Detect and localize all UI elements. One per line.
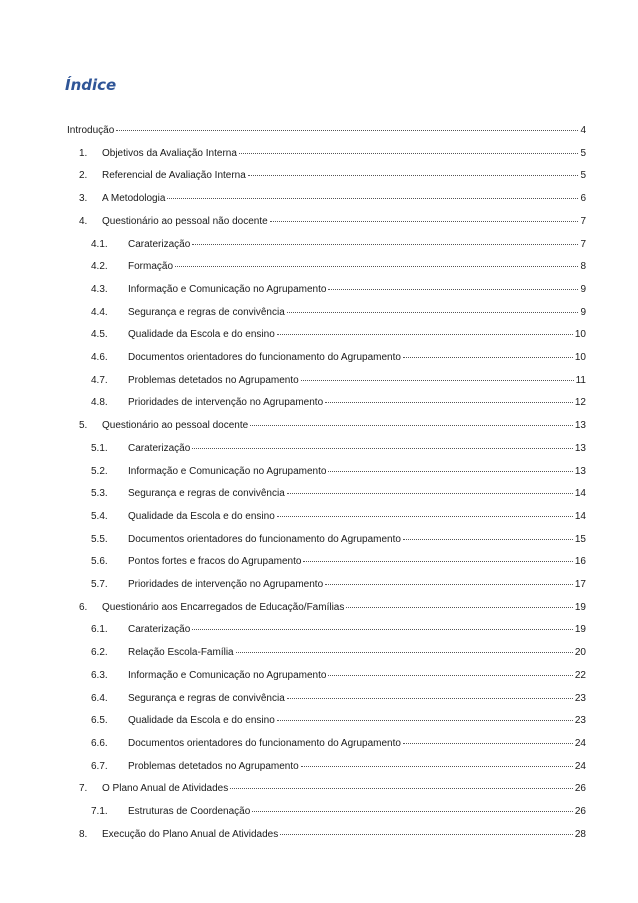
toc-entry-number: 1. bbox=[79, 147, 88, 159]
toc-entry[interactable] bbox=[91, 307, 586, 323]
toc-dot-leader bbox=[287, 492, 573, 494]
toc-entry-page-number: 5 bbox=[580, 170, 586, 182]
toc-entry[interactable] bbox=[91, 670, 586, 686]
toc-entry-title: Informação e Comunicação no Agrupamento bbox=[128, 465, 327, 477]
toc-entry-title: Referencial de Avaliação Interna bbox=[102, 170, 246, 182]
toc-dot-leader bbox=[167, 197, 578, 199]
toc-dot-leader bbox=[325, 401, 573, 403]
toc-entry-title: Prioridades de intervenção no Agrupamento bbox=[128, 397, 324, 409]
toc-dot-leader bbox=[248, 174, 579, 176]
toc-entry-number: 4.3. bbox=[91, 283, 108, 295]
toc-entry-page-number: 19 bbox=[574, 624, 586, 636]
toc-entry[interactable] bbox=[79, 783, 586, 799]
toc-dot-leader bbox=[270, 220, 579, 222]
toc-entry[interactable] bbox=[91, 511, 586, 527]
toc-entry-number: 4.5. bbox=[91, 329, 108, 341]
toc-entry[interactable] bbox=[91, 352, 586, 368]
toc-entry-number: 5.5. bbox=[91, 533, 108, 545]
toc-dot-leader bbox=[328, 470, 572, 472]
toc-entry[interactable] bbox=[91, 534, 586, 550]
toc-entry[interactable] bbox=[79, 216, 586, 232]
toc-entry-page-number: 7 bbox=[580, 215, 586, 227]
toc-entry-title: Caraterização bbox=[128, 624, 191, 636]
toc-entry-title: Prioridades de intervenção no Agrupamento bbox=[128, 579, 324, 590]
toc-dot-leader bbox=[328, 674, 572, 676]
toc-entry-page-number: 13 bbox=[574, 442, 586, 454]
toc-entry-title: Segurança e regras de convivência bbox=[128, 488, 285, 500]
toc-dot-leader bbox=[403, 742, 573, 744]
toc-entry[interactable] bbox=[91, 693, 586, 709]
toc-entry[interactable] bbox=[91, 624, 586, 640]
toc-entry-page-number: 22 bbox=[574, 669, 586, 681]
toc-entry-page-number: 16 bbox=[574, 556, 586, 568]
toc-entry-page-number: 4 bbox=[580, 125, 586, 136]
toc-entry-number: 2. bbox=[79, 170, 88, 182]
toc-dot-leader bbox=[403, 356, 573, 358]
toc-entry-title: Documentos orientadores do funcionamento do Agrupamento bbox=[128, 737, 401, 749]
toc-dot-leader bbox=[250, 424, 573, 426]
toc-dot-leader bbox=[303, 560, 572, 562]
toc-dot-leader bbox=[252, 810, 573, 812]
toc-entry-page-number: 17 bbox=[574, 579, 586, 590]
toc-entry-number: 5.7. bbox=[91, 579, 108, 590]
toc-entry-page-number: 13 bbox=[574, 420, 586, 432]
toc-entry[interactable] bbox=[91, 397, 586, 413]
toc-entry-page-number: 13 bbox=[574, 465, 586, 477]
toc-entry-title: Informação e Comunicação no Agrupamento bbox=[128, 283, 327, 295]
toc-entry-page-number: 7 bbox=[580, 238, 586, 250]
toc-entry-title: O Plano Anual de Atividades bbox=[102, 783, 229, 795]
toc-entry-page-number: 10 bbox=[574, 329, 586, 341]
toc-entry-title: Questionário ao pessoal docente bbox=[102, 420, 249, 432]
toc-entry[interactable] bbox=[79, 602, 586, 618]
toc-entry-title: Documentos orientadores do funcionamento do Agrupamento bbox=[128, 352, 401, 363]
toc-dot-leader bbox=[236, 651, 573, 653]
toc-entry-number: 4.8. bbox=[91, 397, 108, 409]
toc-dot-leader bbox=[192, 447, 573, 449]
toc-entry-page-number: 9 bbox=[580, 283, 586, 295]
toc-entry[interactable] bbox=[91, 375, 586, 391]
toc-entry[interactable] bbox=[67, 125, 586, 141]
toc-entry-number: 6.7. bbox=[91, 760, 108, 772]
toc-dot-leader bbox=[328, 288, 578, 290]
toc-entry-title: Qualidade da Escola e do ensino bbox=[128, 715, 275, 727]
toc-entry-number: 6.4. bbox=[91, 692, 108, 704]
toc-entry-title: Questionário ao pessoal não docente bbox=[102, 215, 268, 227]
toc-entry-page-number: 5 bbox=[580, 147, 586, 159]
toc-entry-page-number: 11 bbox=[575, 374, 586, 386]
toc-dot-leader bbox=[277, 719, 573, 721]
page-title: Índice bbox=[65, 76, 117, 94]
toc-entry-number: 4.1. bbox=[91, 238, 108, 250]
toc-entry-number: 7.1. bbox=[91, 806, 108, 817]
toc-entry[interactable] bbox=[91, 761, 586, 777]
toc-entry-page-number: 23 bbox=[574, 715, 586, 727]
toc-entry-number: 3. bbox=[79, 193, 88, 205]
toc-entry-number: 6.5. bbox=[91, 715, 108, 727]
toc-dot-leader bbox=[230, 787, 573, 789]
toc-dot-leader bbox=[192, 628, 573, 630]
toc-entry-page-number: 24 bbox=[574, 760, 586, 772]
toc-entry-page-number: 14 bbox=[574, 488, 586, 500]
toc-entry-number: 4. bbox=[79, 215, 88, 227]
toc-entry-title: Execução do Plano Anual de Atividades bbox=[102, 828, 279, 840]
toc-entry-number: 7. bbox=[79, 783, 88, 795]
toc-entry-page-number: 19 bbox=[574, 601, 586, 613]
toc-entry[interactable] bbox=[91, 715, 586, 731]
toc-entry-title: Qualidade da Escola e do ensino bbox=[128, 329, 275, 341]
toc-entry-number: 5.4. bbox=[91, 510, 108, 522]
toc-entry-page-number: 14 bbox=[574, 510, 586, 522]
toc-entry-page-number: 28 bbox=[574, 828, 586, 840]
toc-entry[interactable] bbox=[91, 239, 586, 255]
toc-entry[interactable] bbox=[91, 443, 586, 459]
toc-dot-leader bbox=[403, 538, 573, 540]
toc-dot-leader bbox=[116, 129, 578, 131]
toc-entry-number: 4.2. bbox=[91, 261, 108, 273]
toc-entry-page-number: 12 bbox=[574, 397, 586, 409]
toc-entry-number: 5.3. bbox=[91, 488, 108, 500]
toc-entry-page-number: 6 bbox=[580, 193, 586, 205]
toc-entry-number: 8. bbox=[79, 828, 88, 840]
toc-entry-page-number: 24 bbox=[574, 737, 586, 749]
toc-entry-number: 4.6. bbox=[91, 352, 108, 363]
toc-entry[interactable] bbox=[79, 829, 586, 845]
toc-entry[interactable] bbox=[91, 329, 586, 345]
toc-entry-title: Documentos orientadores do funcionamento do Agrupamento bbox=[128, 533, 401, 545]
toc-entry-number: 6.3. bbox=[91, 669, 108, 681]
toc-entry-title: Questionário aos Encarregados de Educação/Famílias bbox=[102, 601, 345, 613]
toc-dot-leader bbox=[287, 697, 573, 699]
toc-entry-number: 5. bbox=[79, 420, 88, 432]
toc-entry-page-number: 8 bbox=[580, 261, 586, 273]
toc-entry[interactable] bbox=[79, 170, 586, 186]
toc-entry-title: Pontos fortes e fracos do Agrupamento bbox=[128, 556, 302, 568]
toc-entry-title: Caraterização bbox=[128, 238, 191, 250]
toc-dot-leader bbox=[287, 311, 579, 313]
toc-entry[interactable] bbox=[91, 738, 586, 754]
toc-entry-title: Informação e Comunicação no Agrupamento bbox=[128, 669, 327, 681]
toc-entry[interactable] bbox=[79, 193, 586, 209]
toc-entry[interactable] bbox=[79, 148, 586, 164]
toc-dot-leader bbox=[239, 152, 579, 154]
toc-entry[interactable] bbox=[91, 261, 586, 277]
toc-entry-page-number: 23 bbox=[574, 692, 586, 704]
toc-entry-number: 5.1. bbox=[91, 442, 108, 454]
toc-entry[interactable] bbox=[91, 284, 586, 300]
toc-entry-title: Segurança e regras de convivência bbox=[128, 306, 285, 318]
toc-entry-number: 6.6. bbox=[91, 737, 108, 749]
toc-entry-page-number: 20 bbox=[574, 647, 586, 659]
toc-entry-page-number: 26 bbox=[574, 783, 586, 795]
toc-entry[interactable] bbox=[91, 466, 586, 482]
toc-entry-title: Qualidade da Escola e do ensino bbox=[128, 510, 275, 522]
toc-entry-title: Caraterização bbox=[128, 442, 191, 454]
toc-entry-title: Problemas detetados no Agrupamento bbox=[128, 374, 299, 386]
toc-dot-leader bbox=[280, 833, 573, 835]
toc-entry[interactable] bbox=[91, 647, 586, 663]
toc-entry-title: Introdução bbox=[67, 125, 115, 136]
toc-dot-leader bbox=[192, 243, 578, 245]
toc-dot-leader bbox=[175, 265, 578, 267]
toc-entry[interactable] bbox=[91, 579, 586, 595]
toc-dot-leader bbox=[325, 583, 573, 585]
toc-entry[interactable] bbox=[91, 806, 586, 822]
toc-entry-title: Relação Escola-Família bbox=[128, 647, 234, 659]
toc-entry[interactable] bbox=[91, 556, 586, 572]
toc-entry-number: 6. bbox=[79, 601, 88, 613]
toc-entry-title: Objetivos da Avaliação Interna bbox=[102, 147, 237, 159]
toc-dot-leader bbox=[346, 606, 573, 608]
toc-entry-number: 5.6. bbox=[91, 556, 108, 568]
toc-dot-leader bbox=[301, 765, 573, 767]
toc-entry-page-number: 9 bbox=[580, 306, 586, 318]
toc-entry-number: 4.7. bbox=[91, 374, 108, 386]
toc-entry-number: 6.1. bbox=[91, 624, 108, 636]
toc-entry[interactable] bbox=[91, 488, 586, 504]
toc-entry-title: Segurança e regras de convivência bbox=[128, 692, 285, 704]
toc-dot-leader bbox=[277, 515, 573, 517]
toc-entry-title: Estruturas de Coordenação bbox=[128, 806, 251, 817]
toc-dot-leader bbox=[277, 333, 573, 335]
toc-entry-number: 5.2. bbox=[91, 465, 108, 477]
toc-dot-leader bbox=[301, 379, 574, 381]
toc-entry-page-number: 26 bbox=[574, 806, 586, 817]
toc-entry-title: A Metodologia bbox=[102, 193, 166, 205]
toc-entry-title: Formação bbox=[128, 261, 174, 273]
toc-entry-title: Problemas detetados no Agrupamento bbox=[128, 760, 299, 772]
toc-entry-number: 6.2. bbox=[91, 647, 108, 659]
toc-entry-page-number: 10 bbox=[574, 352, 586, 363]
toc-entry-number: 4.4. bbox=[91, 306, 108, 318]
toc-entry-page-number: 15 bbox=[574, 533, 586, 545]
toc-entry[interactable] bbox=[79, 420, 586, 436]
